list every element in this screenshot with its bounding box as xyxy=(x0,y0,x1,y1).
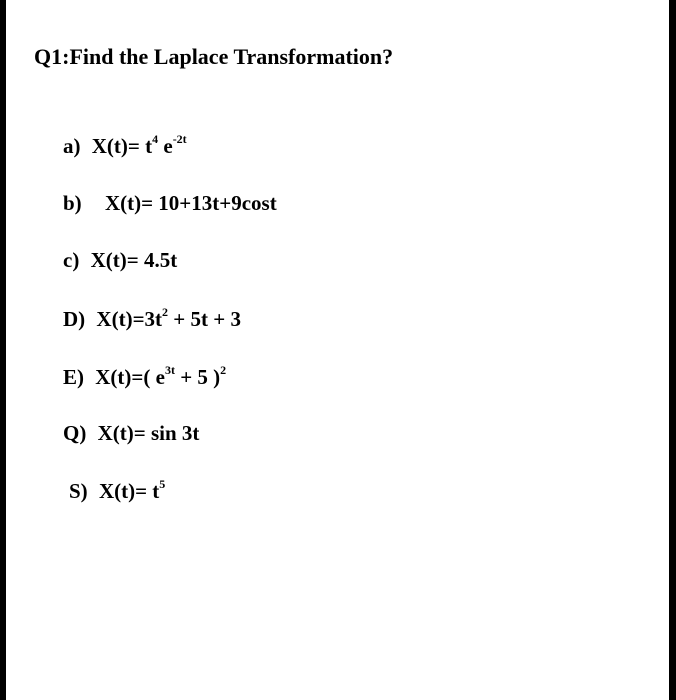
problem-label: Q) xyxy=(63,421,87,445)
problem-c xyxy=(63,248,177,273)
problem-expression: $X(t)=3t^2 + 5t + 3$ xyxy=(96,305,241,331)
problem-q xyxy=(63,421,199,446)
problem-expression: $X(t)= t^5$ xyxy=(98,477,166,503)
problem-a xyxy=(63,134,187,159)
problem-expression: X(t)= sin 3t xyxy=(97,421,200,445)
document-page xyxy=(6,0,669,700)
problem-s xyxy=(69,479,165,504)
problem-e xyxy=(63,365,226,390)
problem-expression: X(t)= 4.5t xyxy=(90,248,178,272)
problem-label: c) xyxy=(63,248,80,272)
problem-b xyxy=(63,191,277,216)
problem-expression: X(t)=( $e^{3t} + 5$ )$^2$ xyxy=(95,363,227,389)
problem-d xyxy=(63,307,241,332)
problem-label: E) xyxy=(63,365,84,389)
problem-label: b) xyxy=(63,191,82,215)
question-title: Q1:Find the Laplace Transformation? xyxy=(34,44,394,69)
problem-label: D) xyxy=(63,307,86,331)
problem-expression: $X(t)= t^4$ $e^{-2t}$ xyxy=(91,132,187,158)
problem-label: S) xyxy=(69,479,88,503)
problem-expression: X(t)= 10+13t+9cost xyxy=(104,191,277,215)
problem-label: a) xyxy=(63,134,81,158)
